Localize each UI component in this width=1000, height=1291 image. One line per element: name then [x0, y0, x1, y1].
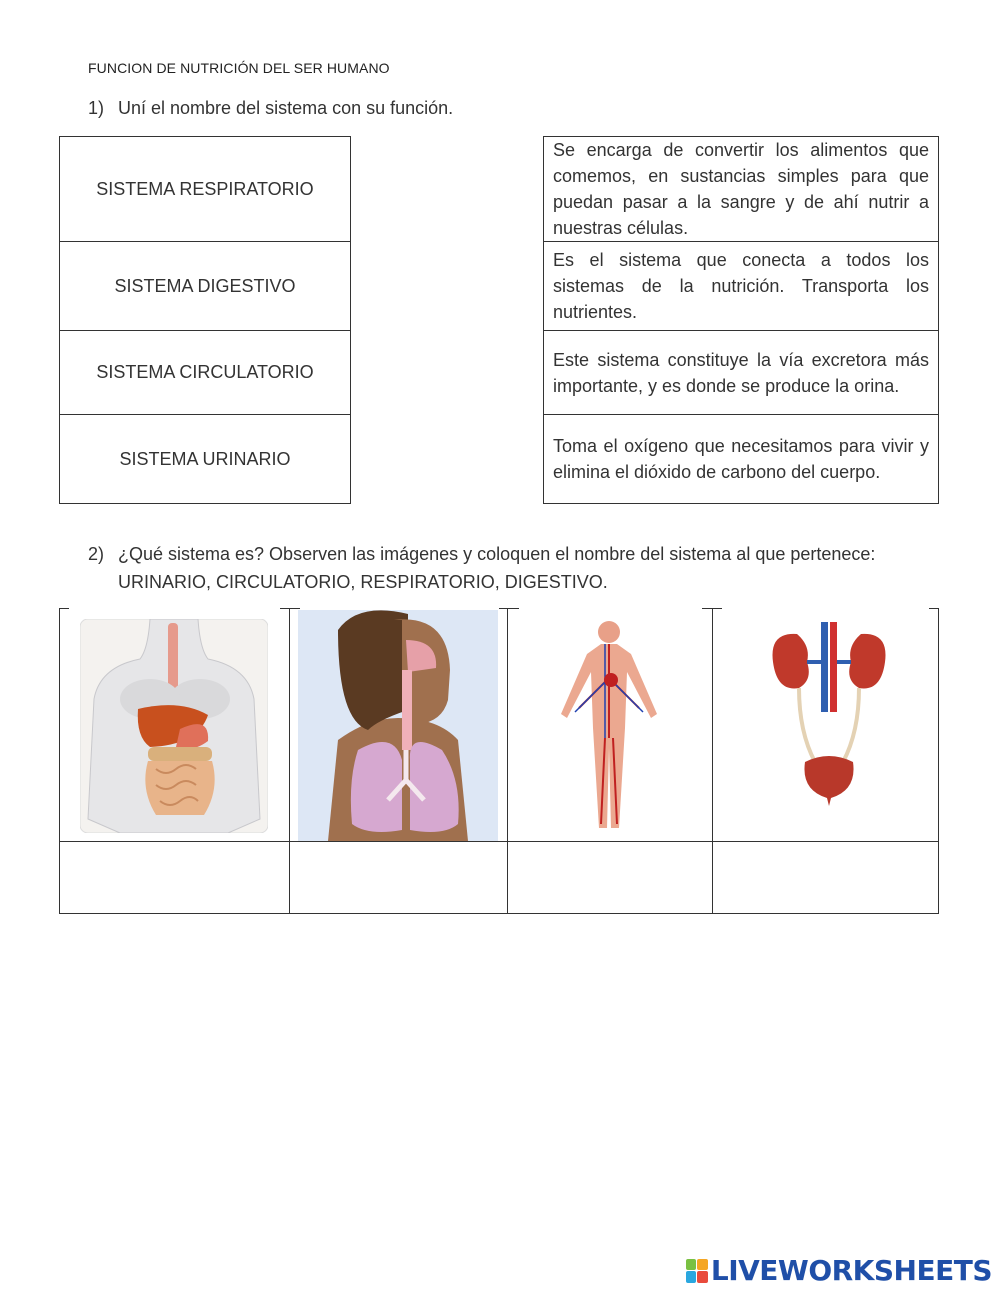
definition-text: Es el sistema que conecta a todos los sistemas de la nutrición. Transporta los nutrientes. — [553, 250, 929, 322]
question-2-text: ¿Qué sistema es? Observen las imágenes y coloquen el nombre del sistema al que pertenece: — [118, 544, 876, 564]
question-2-options: URINARIO, CIRCULATORIO, RESPIRATORIO, DIGESTIVO. — [118, 572, 608, 592]
question-1 — [88, 94, 453, 122]
answer-cell[interactable] — [713, 842, 938, 913]
answer-cell[interactable] — [290, 842, 507, 913]
system-name-label: SISTEMA DIGESTIVO — [114, 275, 296, 296]
image-grid — [59, 608, 939, 914]
definition-text: Se encarga de convertir los alimentos que comemos, en sustancias simples para que puedan pasar a la sangre y de ahí nutrir a nuestras células. — [553, 140, 929, 238]
system-name-box[interactable] — [59, 136, 351, 242]
system-name-label: SISTEMA RESPIRATORIO — [96, 178, 314, 199]
answer-cell[interactable] — [60, 842, 289, 913]
definition-box[interactable] — [543, 330, 939, 415]
definition-box[interactable] — [543, 136, 939, 242]
system-name-box[interactable] — [59, 330, 351, 415]
logo-text: LIVEWORKSHEETS — [710, 1254, 992, 1287]
definition-text: Toma el oxígeno que necesitamos para vivir y elimina el dióxido de carbono del cuerpo. — [553, 436, 929, 482]
question-2-number: 2) — [88, 544, 105, 564]
digestive-system-image — [80, 619, 268, 833]
definition-box[interactable] — [543, 414, 939, 504]
system-name-label: SISTEMA CIRCULATORIO — [96, 362, 314, 382]
question-1-text: Uní el nombre del sistema con su función. — [118, 98, 454, 118]
urinary-system-image — [759, 622, 899, 812]
system-name-label: SISTEMA URINARIO — [119, 448, 291, 469]
respiratory-system-image — [298, 610, 498, 841]
system-name-box[interactable] — [59, 414, 351, 504]
definition-text: Este sistema constituye la vía excretora más importante, y es donde se produce la orina. — [553, 349, 929, 396]
worksheet-title: FUNCION DE NUTRICIÓN DEL SER HUMANO — [88, 60, 390, 76]
logo-icon — [686, 1259, 708, 1283]
answer-cell[interactable] — [508, 842, 712, 913]
definition-box[interactable] — [543, 241, 939, 331]
liveworksheets-logo — [686, 1254, 992, 1287]
circulatory-system-image — [539, 618, 679, 833]
question-2 — [88, 540, 948, 596]
question-1-number: 1) — [88, 98, 105, 118]
system-name-box[interactable] — [59, 241, 351, 331]
